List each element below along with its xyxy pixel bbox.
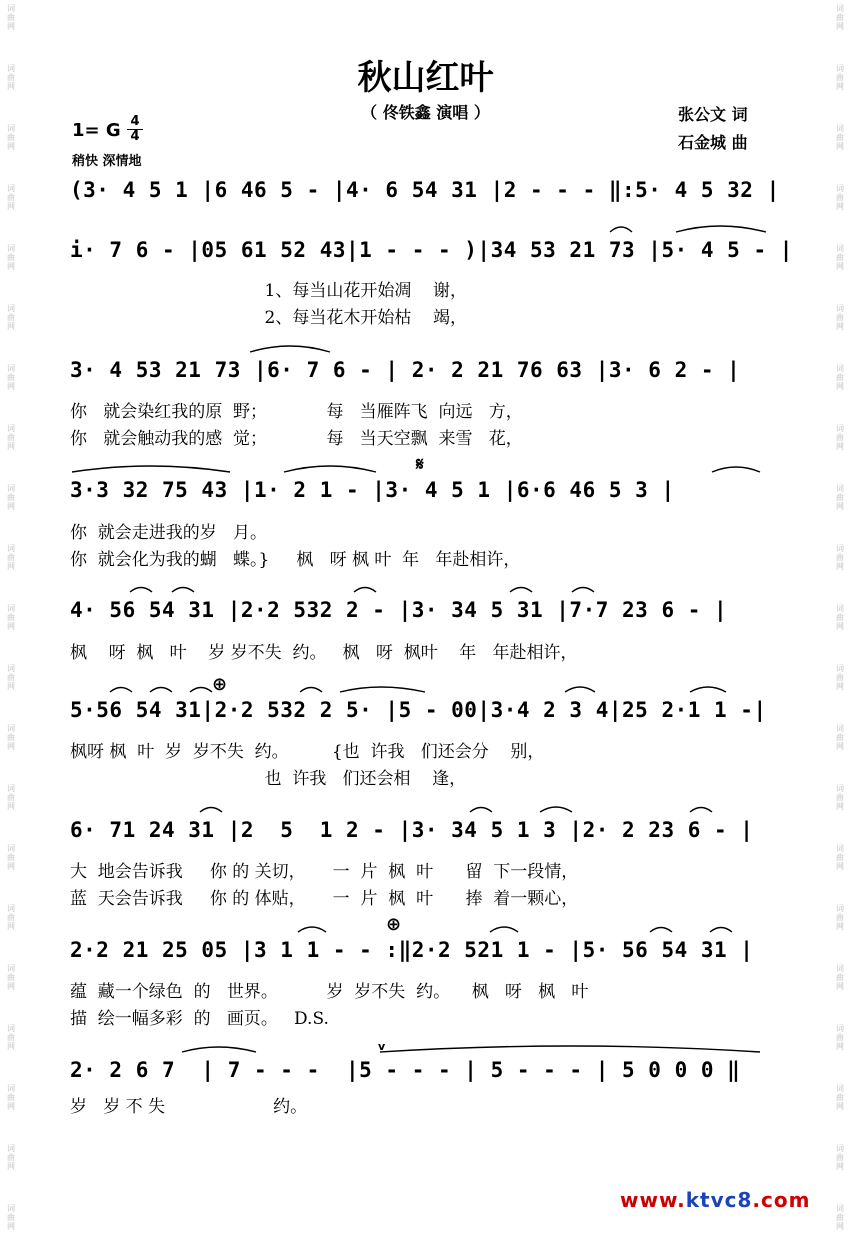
slur-arc — [540, 807, 572, 812]
slur-arc — [710, 928, 732, 933]
watermark-text: 词 曲 网 — [7, 424, 15, 451]
lyric-line-6-verse-2: 也 许我 们还会相 逢， — [70, 769, 467, 789]
slur-arc — [490, 927, 518, 932]
watermark-text: 词 曲 网 — [7, 1144, 15, 1171]
slur-arc — [354, 588, 376, 593]
watermark-text: 词 曲 网 — [836, 364, 844, 391]
notation-line-2: i· 7 6 - |05 61 52 43|1 - - - )|34 53 21 73 |5· 4 5 - | — [70, 238, 793, 262]
watermark-text: 词 曲 网 — [836, 1084, 844, 1111]
lyric-line-4-verse-1: 你 就会走进我的岁 月。 — [70, 523, 268, 543]
slur-arc — [690, 687, 726, 692]
lyricist-credit: 张公文 词 — [678, 105, 748, 124]
slur-arc — [172, 588, 194, 593]
song-title: 秋山红叶 — [357, 58, 494, 98]
watermark-text: 词 曲 网 — [836, 784, 844, 811]
lyric-line-5: 枫 呀 枫 叶 岁 岁不失 约。 枫 呀 枫叶 年 年赴相许， — [70, 643, 578, 663]
watermark-text: 词 曲 网 — [7, 244, 15, 271]
slur-arc — [300, 688, 322, 693]
watermark-text: 词 曲 网 — [836, 4, 844, 31]
site-brand: ktvc8 — [685, 1188, 753, 1212]
watermark-text: 词 曲 网 — [7, 724, 15, 751]
notation-line-3: 3· 4 53 21 73 |6· 7 6 - | 2· 2 21 76 63 |3· 6 2 - | — [70, 358, 741, 382]
watermark-text: 词 曲 网 — [836, 304, 844, 331]
slur-arc — [610, 227, 632, 232]
watermark-text: 词 曲 网 — [836, 544, 844, 571]
breath-mark: v — [378, 1040, 386, 1053]
slur-arc — [690, 808, 712, 813]
slur-arc — [650, 928, 672, 933]
composer-credit: 石金城 曲 — [678, 133, 748, 152]
watermark-text: 词 曲 网 — [7, 664, 15, 691]
site-logo — [620, 1188, 810, 1212]
slur-arc — [510, 588, 532, 593]
notation-line-9: 2· 2 6 7 | 7 - - - |5 - - - | 5 - - - | 5 0 0 0 ‖ — [70, 1058, 741, 1082]
site-prefix: www. — [620, 1188, 686, 1212]
slur-arc — [182, 1047, 256, 1052]
time-signature-bottom: 4 — [127, 129, 143, 144]
watermark-text: 词 曲 网 — [7, 1204, 15, 1231]
watermark-text: 词 曲 网 — [836, 424, 844, 451]
lyric-line-2-verse-1: 1、每当山花开始凋 谢， — [70, 281, 467, 301]
lyric-line-8-verse-1: 蕴 藏一个绿色 的 世界。 岁 岁不失 约。 枫 呀 枫 叶 — [70, 982, 589, 1002]
notation-line-4: 3·3 32 75 43 |1· 2 1 - |3· 4 5 1 |6·6 46 5 3 | — [70, 478, 675, 502]
tempo-marking: 稍快 深情地 — [72, 154, 142, 169]
notation-line-8: 2·2 21 25 05 |3 1 1 - - :‖2·2 521 1 - |5· 56 54 31 | — [70, 938, 754, 962]
watermark-text: 词 曲 网 — [7, 64, 15, 91]
watermark-text: 词 曲 网 — [836, 244, 844, 271]
lyric-line-8-verse-2: 描 绘一幅多彩 的 画页。 D.S. — [70, 1009, 329, 1029]
watermark-text: 词 曲 网 — [836, 904, 844, 931]
slur-arc — [284, 466, 376, 472]
watermark-text: 词 曲 网 — [7, 904, 15, 931]
watermark-text: 词 曲 网 — [836, 604, 844, 631]
lyric-line-7-verse-2: 蓝 天会告诉我 你 的 体贴， 一 片 枫 叶 捧 着一颗心， — [70, 889, 579, 909]
watermark-text: 词 曲 网 — [836, 1024, 844, 1051]
slur-arc — [572, 588, 594, 593]
watermark-text: 词 曲 网 — [7, 544, 15, 571]
coda-mark-2: ⊕ — [386, 914, 402, 935]
slur-arc — [380, 1046, 760, 1052]
notation-line-6: 5·56 54 31|2·2 532 2 5· |5 - 00|3·4 2 3 4|25 2·1 1 -| — [70, 698, 767, 722]
notation-line-5: 4· 56 54 31 |2·2 532 2 - |3· 34 5 31 |7·7 23 6 - | — [70, 598, 728, 622]
notation-line-1: (3· 4 5 1 |6 46 5 - |4· 6 54 31 |2 - - - ‖:5· 4 5 32 | — [70, 178, 780, 202]
singer-credit: （ 佟铁鑫 演唱 ） — [361, 103, 490, 122]
time-signature-top: 4 — [130, 114, 140, 129]
watermark-text: 词 曲 网 — [7, 124, 15, 151]
key-signature: 1= G — [72, 120, 121, 141]
watermark-text: 词 曲 网 — [836, 844, 844, 871]
slur-arc — [712, 467, 760, 472]
lyric-line-9: 岁 岁 不 失 约。 — [70, 1097, 308, 1117]
lyric-line-2-verse-2: 2、每当花木开始枯 竭， — [70, 308, 467, 328]
slur-arc — [470, 808, 492, 813]
watermark-text: 词 曲 网 — [836, 1204, 844, 1231]
slur-arc — [130, 588, 152, 593]
watermark-text: 词 曲 网 — [836, 1144, 844, 1171]
watermark-text: 词 曲 网 — [7, 604, 15, 631]
watermark-text: 词 曲 网 — [7, 4, 15, 31]
watermark-text: 词 曲 网 — [836, 664, 844, 691]
slur-arc — [250, 346, 330, 352]
watermark-text: 词 曲 网 — [7, 1024, 15, 1051]
segno-mark: 𝄋 — [416, 454, 424, 475]
watermark-text: 词 曲 网 — [7, 1084, 15, 1111]
watermark-text: 词 曲 网 — [836, 184, 844, 211]
watermark-text: 词 曲 网 — [7, 964, 15, 991]
slur-arc — [676, 226, 766, 232]
watermark-text: 词 曲 网 — [836, 124, 844, 151]
notation-line-7: 6· 71 24 31 |2 5 1 2 - |3· 34 5 1 3 |2· 2 23 6 - | — [70, 818, 754, 842]
watermark-text: 词 曲 网 — [836, 484, 844, 511]
slur-arc — [565, 687, 595, 692]
watermark-text: 词 曲 网 — [7, 304, 15, 331]
slur-arc — [298, 927, 326, 932]
slur-arc — [72, 466, 230, 472]
site-suffix: .com — [752, 1188, 811, 1212]
watermark-text: 词 曲 网 — [7, 184, 15, 211]
lyric-line-3-verse-1: 你 就会染红我的原 野； 每 当雁阵飞 向远 方， — [70, 402, 523, 422]
watermark-text: 词 曲 网 — [7, 364, 15, 391]
slur-arc — [190, 688, 212, 693]
watermark-text: 词 曲 网 — [836, 64, 844, 91]
slur-arc — [340, 687, 425, 692]
watermark-text: 词 曲 网 — [7, 484, 15, 511]
lyric-line-3-verse-2: 你 就会触动我的感 觉； 每 当天空飘 来雪 花， — [70, 429, 523, 449]
watermark-text: 词 曲 网 — [7, 844, 15, 871]
slur-arc — [110, 688, 132, 693]
coda-mark: ⊕ — [212, 674, 228, 695]
lyric-line-6-verse-1: 枫呀 枫 叶 岁 岁不失 约。 {也 许我 们还会分 别， — [70, 742, 545, 762]
watermark-text: 词 曲 网 — [836, 964, 844, 991]
slur-arc — [200, 808, 222, 813]
watermark-text: 词 曲 网 — [7, 784, 15, 811]
watermark-text: 词 曲 网 — [836, 724, 844, 751]
lyric-line-7-verse-1: 大 地会告诉我 你 的 关切， 一 片 枫 叶 留 下一段情， — [70, 862, 579, 882]
lyric-line-4-verse-2: 你 就会化为我的蝴 蝶。} 枫 呀 枫 叶 年 年赴相许， — [70, 550, 521, 570]
slur-arc — [150, 688, 172, 693]
